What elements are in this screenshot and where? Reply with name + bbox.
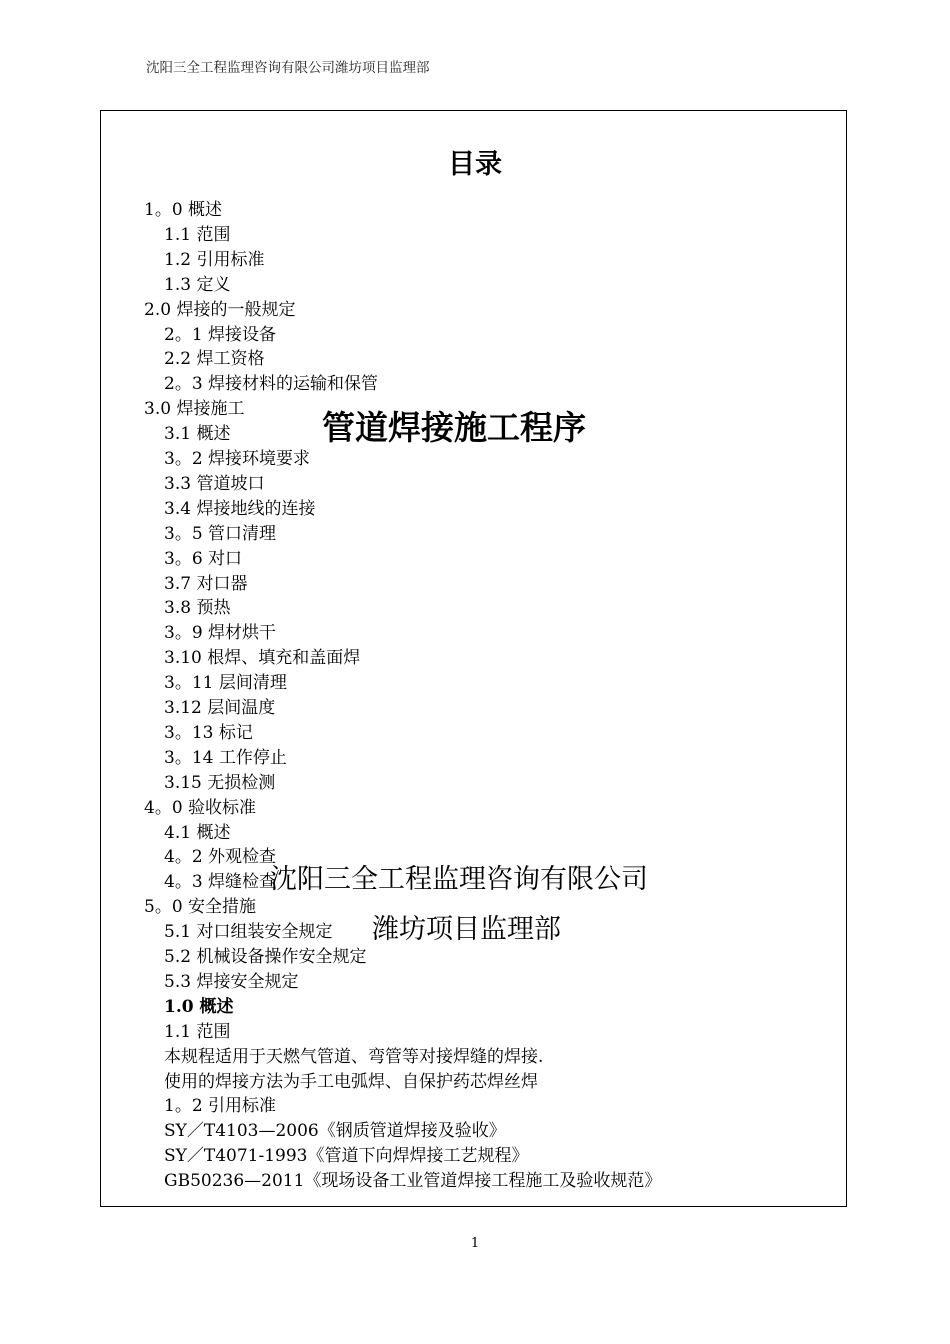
toc-subsection-item: 3.12 层间温度 xyxy=(164,698,276,718)
toc-subsection-item: 3.8 预热 xyxy=(164,598,231,619)
toc-subsection-item: 2.2 焊工资格 xyxy=(164,349,265,370)
toc-subsection-item: 4。3 焊缝检查 xyxy=(164,872,277,893)
toc-subsection-item: 1.1 范围 xyxy=(164,224,231,245)
toc-subsection-item: 1。2 引用标准 xyxy=(164,1096,277,1117)
toc-subsection-item: 5.3 焊接安全规定 xyxy=(164,971,299,992)
toc-subsection-item: 3。2 焊接环境要求 xyxy=(164,449,311,469)
toc-subsection-item: 3。6 对口 xyxy=(164,548,243,569)
toc-section-item: 2.0 焊接的一般规定 xyxy=(144,299,296,320)
toc-subsection-item: 3。14 工作停止 xyxy=(164,747,287,768)
company-name: 沈阳三全工程监理咨询有限公司 xyxy=(270,864,648,895)
toc-subsection-item: 本规程适用于天燃气管道、弯管等对接焊缝的焊接. xyxy=(164,1046,544,1067)
toc-subsection-item: 2。3 焊接材料的运输和保管 xyxy=(164,374,379,395)
toc-subsection-item: 3.3 管道坡口 xyxy=(164,473,265,494)
page-number: 1 xyxy=(470,1236,480,1251)
toc-subsection-item: 3。9 焊材烘干 xyxy=(164,623,277,644)
toc-section-item: 3.0 焊接施工 xyxy=(144,399,245,420)
toc-subsection-item: 3.15 无损检测 xyxy=(164,772,276,793)
toc-subsection-item: 3.1 概述 xyxy=(164,424,231,445)
page-header: 沈阳三全工程监理咨询有限公司潍坊项目监理部 xyxy=(146,60,430,76)
department-name: 潍坊项目监理部 xyxy=(372,914,561,945)
toc-subsection-item: 1.3 定义 xyxy=(164,274,231,295)
toc-subsection-item: 2。1 焊接设备 xyxy=(164,324,277,345)
document-title: 管道焊接施工程序 xyxy=(322,408,586,447)
toc-section-item: 4。0 验收标准 xyxy=(144,797,257,818)
toc-subsection-item: 3。11 层间清理 xyxy=(164,673,287,694)
toc-section-item: 1。0 概述 xyxy=(144,200,223,220)
toc-subsection-item: 3.7 对口器 xyxy=(164,573,248,594)
toc-subsection-item: 5.2 机械设备操作安全规定 xyxy=(164,947,367,967)
toc-section-item: 5。0 安全措施 xyxy=(144,897,257,918)
toc-subsection-item: SY／T4103—2006《钢质管道焊接及验收》 xyxy=(164,1121,506,1142)
toc-subsection-item: 3。13 标记 xyxy=(164,722,253,743)
toc-subsection-item: 1.2 引用标准 xyxy=(164,249,265,270)
toc-subsection-item: 5.1 对口组装安全规定 xyxy=(164,922,333,943)
toc-subsection-item: 4。2 外观检查 xyxy=(164,847,277,868)
toc-subsection-item: 3。5 管口清理 xyxy=(164,523,277,544)
toc-subsection-item: 1.1 范围 xyxy=(164,1021,231,1042)
toc-subsection-item: 4.1 概述 xyxy=(164,822,231,843)
toc-subsection-item: 使用的焊接方法为手工电弧焊、自保护药芯焊丝焊 xyxy=(164,1071,538,1092)
toc-subsection-item: 3.4 焊接地线的连接 xyxy=(164,498,316,519)
toc-subsection-item: 3.10 根焊、填充和盖面焊 xyxy=(164,648,361,669)
toc-subsection-item: SY／T4071-1993《管道下向焊焊接工艺规程》 xyxy=(164,1146,529,1167)
toc-subsection-item: GB50236—2011《现场设备工业管道焊接工程施工及验收规范》 xyxy=(164,1171,662,1192)
toc-title: 目录 xyxy=(448,149,502,180)
toc-subsection-item: 1.0 概述 xyxy=(164,996,234,1017)
